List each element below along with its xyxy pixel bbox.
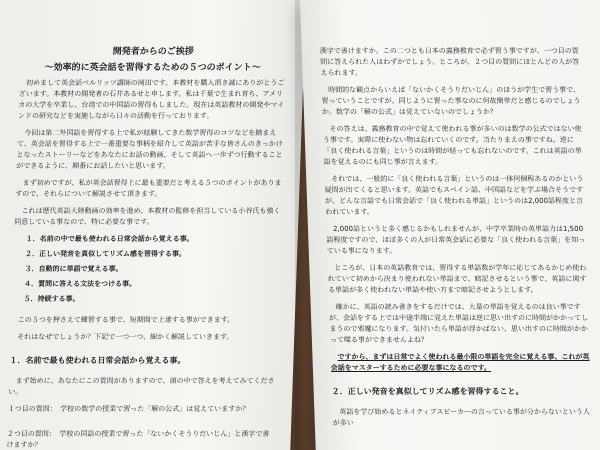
section-1-heading: １．名前で最も使われる日常会話から覚える事。 — [9, 356, 186, 365]
right-paragraph-1: 漢字で書けますか。この二つとも日本の義務教育で必ず習う事ですが、一つ目の質問に答えられた人はわずかでしょう。ところが、２つ目の質問にほとんどの人が答えられます。 — [319, 47, 580, 77]
right-paragraph-2: 時間的な観点からいえば「ないかくそうりだいじん」のほうが学生で習う事で、習っていうことですが、同じように習った事なのに何故簡単だと感じるのでしょうか。数学の「解の公式」は覚えていないのでしょうか？ — [321, 86, 581, 116]
point-item-1: １．名前の中で最も使われる日常会話から覚える事。 — [25, 235, 194, 243]
right-paragraph-7: 確かに、英語の読み書きをするだけでは、大量の単語を覚えるのは良い事ですが、会話をする上では中途半端に覚えた単語は逆に思い出すのに時間がかかってしまうので邪魔になります。気付いたら単語が浮かばない、思い出すのに時間がかかって喋る事ができませんよね？ — [328, 303, 589, 344]
left-title-line-1: 開発者からのご挨拶 — [112, 47, 194, 57]
right-paragraph-5: 2,000語というと多く感じるかもしれませんが、中学卒業時の英単語力は1,500語程度ですので、ほぼ多くの人が日常英会話に必要な「良く使われる言葉」を知っている事になります。 — [326, 225, 586, 255]
right-paragraph-4: それでは、一般的に「良く使われる言葉」というのは一体何個程あるのかという疑問が出てくると思います。英語でもスペイン語、中国語などを学ぶ場合そうですが、どんな言語でも日常会話で「良く使われる単語」というのは2,000語程度と言われています。 — [324, 175, 584, 216]
five-points-list — [11, 234, 279, 305]
intro-paragraph-4: これは歴代英語大陸動画の効率を進め、本教材の監修を担当している小谷氏も強く同意している事なので、特に必要な事です。 — [14, 207, 281, 226]
point-item-5: ５．持続する事。 — [23, 295, 80, 303]
section-2-intro: 英語を学び始めるとネイティブスピーカーの言っている事が分からないという人が多い — [332, 408, 591, 427]
emphasis-paragraph: ですから、まずは日常でよく使われる最小限の単語を完全に覚える事、これが英会話をマスターするために必要な事になるのです。 — [330, 353, 590, 372]
point-item-3: ３．自動的に単語で覚える事。 — [24, 265, 123, 273]
after-list-text-1: この５つを押さえて練習する事で、短期間で上達する事ができます。 — [17, 316, 235, 324]
section-2-heading: ２．正しい発音を真似してリズム感を習得すること。 — [331, 387, 524, 396]
right-page-content — [320, 46, 598, 435]
intro-paragraph-3: まず初めですが、私が英会話習得上に最も重要だと考える５つのポイントがありますので、それらについて解説させて頂きます。 — [15, 179, 282, 198]
intro-paragraph-2: 今回は第二外国語を習得する上で私が経験してきた数学習得のコツなどを踏まえて、英会話を習得する上で一番重要な事柄を紹介して英語が苦手な皆さんのきっかけとなったストーリーなどをあなたにお話の動画、そして英語へ一歩ずつ行動することができるように、順番にお話したいと思います。 — [16, 129, 283, 170]
right-paragraph-3: その答えは、義務教育の中で覚えて使われる事が多いのは数学の公式ではない使う事です。実際に使わない物は忘れていくのです。当たりまえの事ですね。逆に「良く使われる言葉」というのは時間が経っても忘れないのです。これは英語の単語を覚えるのにも同じ事が言えます。 — [322, 125, 582, 166]
right-paragraph-6: ところが、日本の英語教育では、習得する単語数が学年に応じてあるかじめ使われていて初めから決まり使われない単語まで、暗記させるという事で、英語に関する単語が多く使われない単語や使い方まで暗記させようとします。 — [327, 264, 587, 294]
left-page-content — [6, 46, 287, 450]
after-list-text-2: それはなぜでしょうか？下記で一つ一つ、細かく解説していきます。 — [17, 333, 234, 341]
section-1-intro: まず始めに、あなたにこの質問がありますので、頭の中で答えを考えてみてください。 — [8, 377, 275, 396]
point-item-2: ２．正しい発音を真似してリズム感を習得する事。 — [24, 250, 187, 258]
question-2: ２つ目の質問： 学校の国語の授業で習った「ないかくそうりだいじん」と漢字で書けますか？ — [6, 430, 270, 449]
point-item-4: ４．質問に答える文法をつける事。 — [23, 280, 137, 288]
left-title-line-2: 〜効率的に英会話を習得するための５つのポイント〜 — [44, 63, 261, 73]
question-1: １つ目の質問： 学校の数学の授業で習った「解の公式」は覚えていますか？ — [7, 405, 250, 413]
intro-paragraph-1: 初めまして英会話ベルリッツ講師の岡田です。本教材を購入頂き誠にありがとうございます。本教材の開発者の石井あるせと申します。私は千葉で生まれ育ち、アメリカの大学を卒業し、台湾での中国語の習得もしました。現在は英語教材の開発やマインドの研究などを実施しながら日々の活動を行っております。 — [17, 79, 285, 120]
right-page — [300, 0, 600, 450]
